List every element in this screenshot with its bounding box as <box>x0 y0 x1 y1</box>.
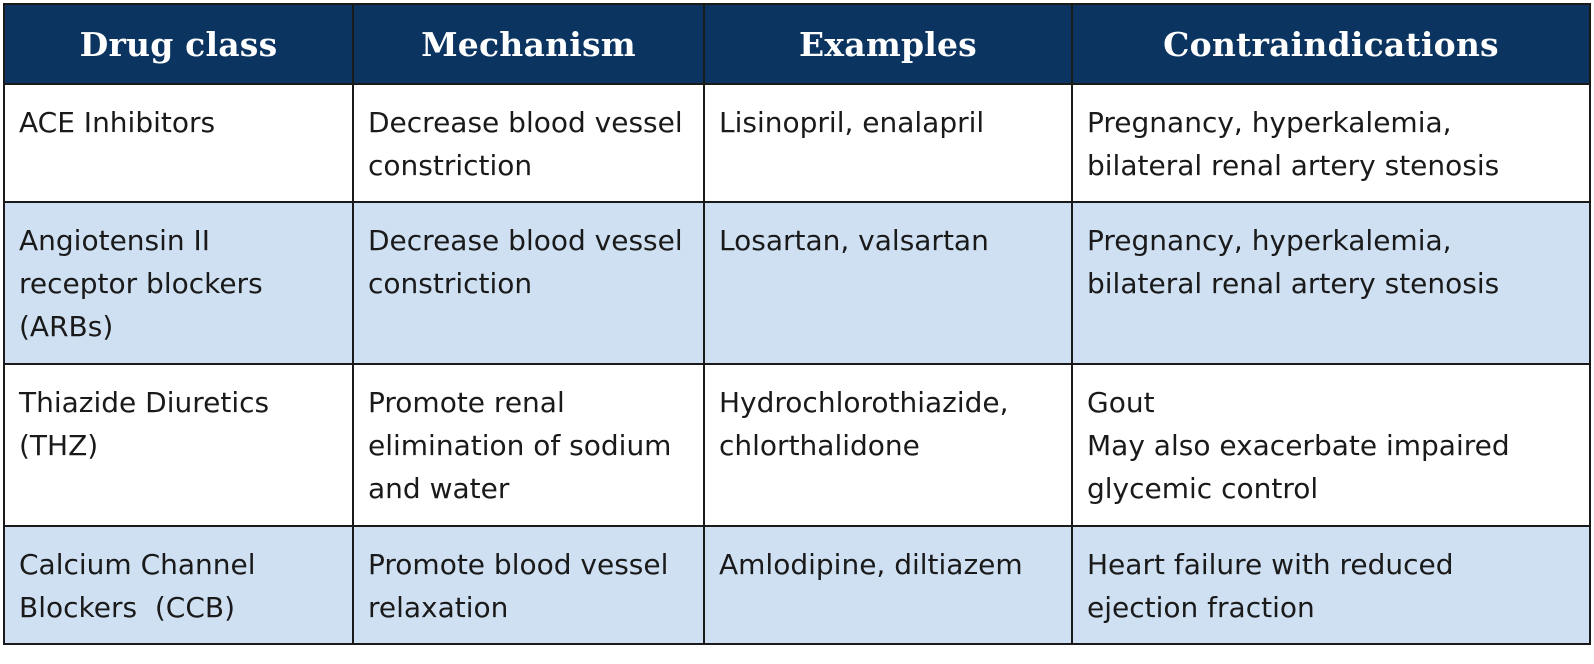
cell-examples <box>704 364 1072 526</box>
cell-line: receptor blockers <box>19 267 263 300</box>
cell-line: bilateral renal artery stenosis <box>1087 267 1500 300</box>
cell-line: elimination of sodium <box>368 429 672 462</box>
cell-line: Amlodipine, diltiazem <box>719 548 1023 581</box>
cell-drug-class <box>4 202 353 364</box>
cell-line: Promote blood vessel <box>368 548 669 581</box>
cell-examples <box>704 202 1072 364</box>
header-examples: Examples <box>704 4 1072 84</box>
drug-table-container <box>3 3 1591 645</box>
cell-contraindications <box>1072 364 1590 526</box>
cell-line: Lisinopril, enalapril <box>719 106 985 139</box>
cell-line: chlorthalidone <box>719 429 920 462</box>
cell-line: (ARBs) <box>19 310 114 343</box>
cell-line: relaxation <box>368 591 509 624</box>
table-row <box>4 202 1590 364</box>
cell-contraindications <box>1072 202 1590 364</box>
cell-line: bilateral renal artery stenosis <box>1087 149 1500 182</box>
cell-line: Pregnancy, hyperkalemia, <box>1087 224 1452 257</box>
cell-line: Pregnancy, hyperkalemia, <box>1087 106 1452 139</box>
drug-class-table <box>3 3 1591 645</box>
cell-drug-class <box>4 364 353 526</box>
cell-line: Heart failure with reduced <box>1087 548 1454 581</box>
cell-mechanism <box>353 202 704 364</box>
cell-examples <box>704 84 1072 202</box>
cell-examples <box>704 526 1072 644</box>
cell-contraindications <box>1072 526 1590 644</box>
table-row <box>4 526 1590 644</box>
cell-line: ejection fraction <box>1087 591 1315 624</box>
cell-mechanism <box>353 84 704 202</box>
cell-line: Gout <box>1087 386 1155 419</box>
cell-line: Decrease blood vessel <box>368 224 683 257</box>
cell-line: and water <box>368 472 510 505</box>
header-contraindications: Contraindications <box>1072 4 1590 84</box>
cell-line: glycemic control <box>1087 472 1319 505</box>
cell-drug-class <box>4 526 353 644</box>
cell-mechanism <box>353 364 704 526</box>
cell-line: Angiotensin II <box>19 224 211 257</box>
cell-line: Blockers (CCB) <box>19 591 236 624</box>
cell-line: constriction <box>368 267 533 300</box>
header-drug-class: Drug class <box>4 4 353 84</box>
table-row <box>4 364 1590 526</box>
cell-contraindications <box>1072 84 1590 202</box>
cell-line: Hydrochlorothiazide, <box>719 386 1009 419</box>
table-header-row <box>4 4 1590 84</box>
header-mechanism: Mechanism <box>353 4 704 84</box>
cell-line: (THZ) <box>19 429 99 462</box>
cell-line: Thiazide Diuretics <box>19 386 270 419</box>
table-row <box>4 84 1590 202</box>
cell-line: May also exacerbate impaired <box>1087 429 1510 462</box>
cell-mechanism <box>353 526 704 644</box>
cell-line: Promote renal <box>368 386 565 419</box>
cell-line: constriction <box>368 149 533 182</box>
cell-line: Decrease blood vessel <box>368 106 683 139</box>
cell-line: Calcium Channel <box>19 548 256 581</box>
cell-line: Losartan, valsartan <box>719 224 989 257</box>
cell-drug-class <box>4 84 353 202</box>
cell-line: ACE Inhibitors <box>19 106 216 139</box>
